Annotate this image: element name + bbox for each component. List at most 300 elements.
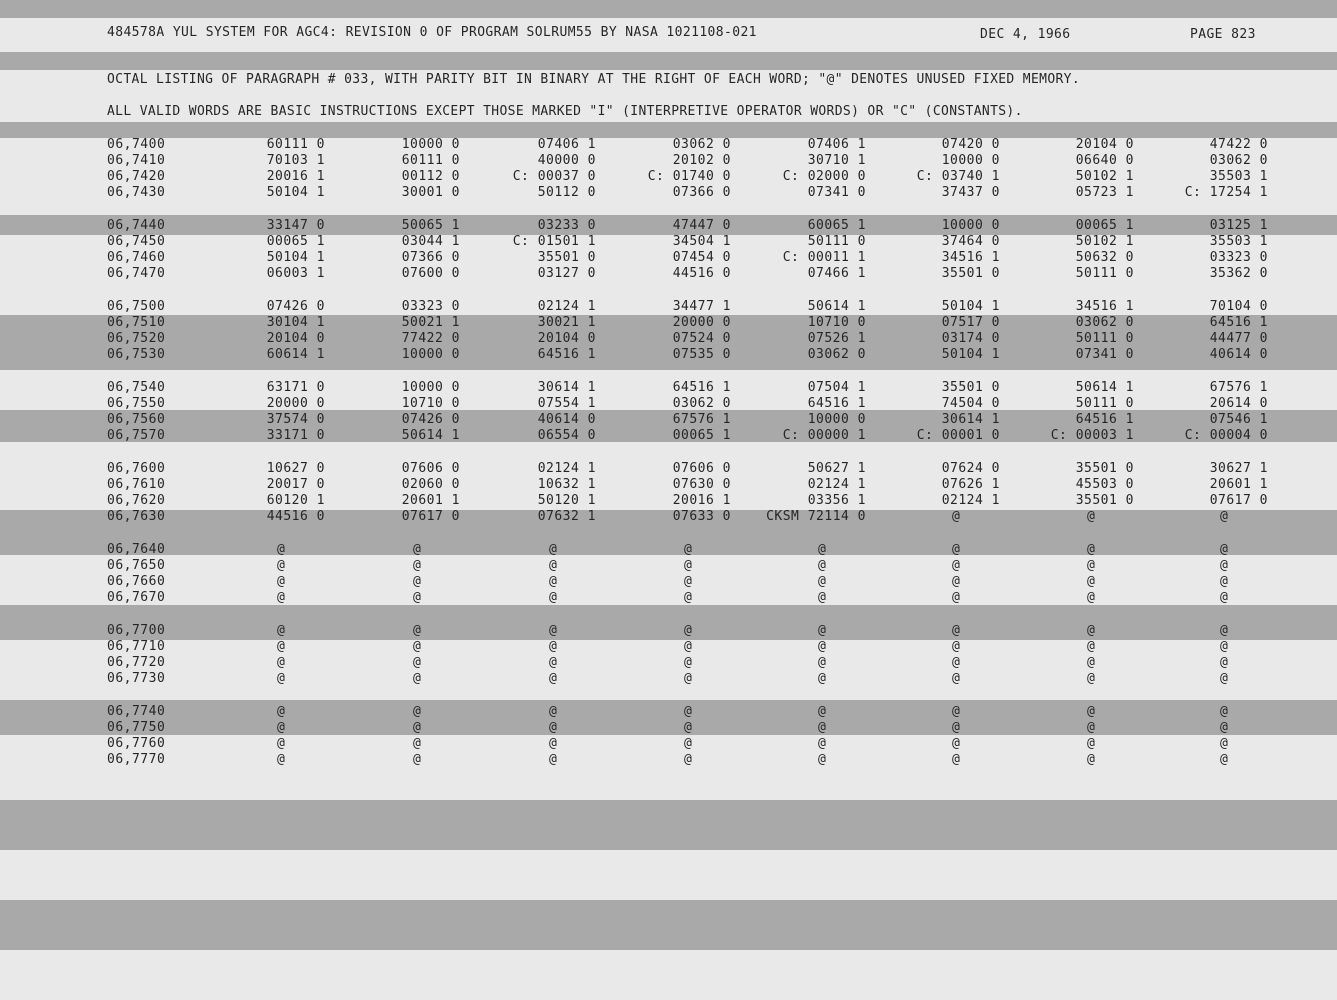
paper-band xyxy=(0,52,1337,70)
octal-word: 35503 1 xyxy=(1209,234,1268,249)
octal-word: 07626 1 xyxy=(941,477,1000,492)
unused-memory-marker: @ xyxy=(277,574,286,589)
unused-memory-marker: @ xyxy=(1087,509,1096,524)
octal-word: C: 00003 1 xyxy=(1050,428,1134,443)
octal-word: 70103 1 xyxy=(266,153,325,168)
unused-memory-marker: @ xyxy=(549,752,558,767)
unused-memory-marker: @ xyxy=(952,736,961,751)
paper-band xyxy=(0,605,1337,640)
unused-memory-marker: @ xyxy=(818,720,827,735)
unused-memory-marker: @ xyxy=(413,671,422,686)
unused-memory-marker: @ xyxy=(684,736,693,751)
octal-word: 34504 1 xyxy=(672,234,731,249)
row-address: 06,7500 xyxy=(107,299,166,314)
unused-memory-marker: @ xyxy=(1087,752,1096,767)
octal-word: 20614 0 xyxy=(1209,396,1268,411)
octal-word: 20102 0 xyxy=(672,153,731,168)
octal-word: 07341 0 xyxy=(807,185,866,200)
header-date: DEC 4, 1966 xyxy=(980,27,1071,42)
row-address: 06,7660 xyxy=(107,574,166,589)
octal-word: 07606 0 xyxy=(672,461,731,476)
octal-word: 67576 1 xyxy=(672,412,731,427)
octal-word: 06003 1 xyxy=(266,266,325,281)
unused-memory-marker: @ xyxy=(549,736,558,751)
unused-memory-marker: @ xyxy=(818,752,827,767)
octal-word: 40614 0 xyxy=(537,412,596,427)
unused-memory-marker: @ xyxy=(1220,736,1229,751)
row-address: 06,7710 xyxy=(107,639,166,654)
octal-word: 45503 0 xyxy=(1075,477,1134,492)
unused-memory-marker: @ xyxy=(1087,623,1096,638)
octal-word: 07524 0 xyxy=(672,331,731,346)
octal-word: 47422 0 xyxy=(1209,137,1268,152)
octal-word: 33171 0 xyxy=(266,428,325,443)
octal-word: 00065 1 xyxy=(1075,218,1134,233)
unused-memory-marker: @ xyxy=(684,574,693,589)
octal-word: 20017 0 xyxy=(266,477,325,492)
listing-description-line1: OCTAL LISTING OF PARAGRAPH # 033, WITH PARITY BIT IN BINARY AT THE RIGHT OF EACH WORD; "@" DENOTES UNUSED FIXED MEMORY. xyxy=(107,72,1081,87)
octal-word: 07632 1 xyxy=(537,509,596,524)
unused-memory-marker: @ xyxy=(549,623,558,638)
unused-memory-marker: @ xyxy=(684,704,693,719)
octal-word: 07366 0 xyxy=(401,250,460,265)
octal-word: 50102 1 xyxy=(1075,169,1134,184)
octal-word: 50102 1 xyxy=(1075,234,1134,249)
row-address: 06,7510 xyxy=(107,315,166,330)
octal-word: 64516 1 xyxy=(672,380,731,395)
unused-memory-marker: @ xyxy=(413,720,422,735)
row-address: 06,7770 xyxy=(107,752,166,767)
octal-word: C: 03740 1 xyxy=(916,169,1000,184)
paper-band xyxy=(0,900,1337,950)
octal-word: 02124 1 xyxy=(807,477,866,492)
octal-word: C: 17254 1 xyxy=(1184,185,1268,200)
row-address: 06,7440 xyxy=(107,218,166,233)
octal-word: 06640 0 xyxy=(1075,153,1134,168)
octal-word: 07426 0 xyxy=(401,412,460,427)
octal-word: 67576 1 xyxy=(1209,380,1268,395)
unused-memory-marker: @ xyxy=(952,655,961,670)
octal-word: 63171 0 xyxy=(266,380,325,395)
octal-word: 20016 1 xyxy=(266,169,325,184)
row-address: 06,7560 xyxy=(107,412,166,427)
octal-word: 20104 0 xyxy=(537,331,596,346)
octal-word: 50120 1 xyxy=(537,493,596,508)
octal-word: 50104 1 xyxy=(941,299,1000,314)
octal-word: 07406 1 xyxy=(537,137,596,152)
unused-memory-marker: @ xyxy=(549,655,558,670)
unused-memory-marker: @ xyxy=(413,752,422,767)
unused-memory-marker: @ xyxy=(549,558,558,573)
unused-memory-marker: @ xyxy=(413,704,422,719)
octal-word: 10000 0 xyxy=(807,412,866,427)
unused-memory-marker: @ xyxy=(549,590,558,605)
unused-memory-marker: @ xyxy=(549,574,558,589)
octal-word: 03356 1 xyxy=(807,493,866,508)
octal-word: 60065 1 xyxy=(807,218,866,233)
octal-word: 02124 1 xyxy=(941,493,1000,508)
unused-memory-marker: @ xyxy=(413,558,422,573)
octal-word: 03233 0 xyxy=(537,218,596,233)
row-address: 06,7520 xyxy=(107,331,166,346)
unused-memory-marker: @ xyxy=(1220,590,1229,605)
octal-word: 07617 0 xyxy=(1209,493,1268,508)
paper-band xyxy=(0,0,1337,18)
octal-word: CKSM 72114 0 xyxy=(766,509,866,524)
unused-memory-marker: @ xyxy=(684,558,693,573)
octal-word: 50632 0 xyxy=(1075,250,1134,265)
unused-memory-marker: @ xyxy=(413,574,422,589)
octal-word: 35501 0 xyxy=(941,380,1000,395)
row-address: 06,7420 xyxy=(107,169,166,184)
row-address: 06,7610 xyxy=(107,477,166,492)
unused-memory-marker: @ xyxy=(277,704,286,719)
unused-memory-marker: @ xyxy=(818,542,827,557)
row-address: 06,7430 xyxy=(107,185,166,200)
octal-word: 40614 0 xyxy=(1209,347,1268,362)
octal-word: 00112 0 xyxy=(401,169,460,184)
octal-word: 05723 1 xyxy=(1075,185,1134,200)
octal-word: 34516 1 xyxy=(1075,299,1134,314)
octal-word: 07554 1 xyxy=(537,396,596,411)
octal-word: 07406 1 xyxy=(807,137,866,152)
octal-word: 03062 0 xyxy=(1075,315,1134,330)
row-address: 06,7460 xyxy=(107,250,166,265)
octal-word: 37574 0 xyxy=(266,412,325,427)
unused-memory-marker: @ xyxy=(277,720,286,735)
unused-memory-marker: @ xyxy=(952,752,961,767)
octal-word: C: 00004 0 xyxy=(1184,428,1268,443)
unused-memory-marker: @ xyxy=(549,671,558,686)
unused-memory-marker: @ xyxy=(684,655,693,670)
octal-word: 70104 0 xyxy=(1209,299,1268,314)
octal-word: 34477 1 xyxy=(672,299,731,314)
octal-word: 07341 0 xyxy=(1075,347,1134,362)
row-address: 06,7630 xyxy=(107,509,166,524)
octal-word: 60120 1 xyxy=(266,493,325,508)
octal-word: 40000 0 xyxy=(537,153,596,168)
row-address: 06,7650 xyxy=(107,558,166,573)
octal-word: 50104 1 xyxy=(266,185,325,200)
unused-memory-marker: @ xyxy=(549,704,558,719)
octal-word: 60614 1 xyxy=(266,347,325,362)
octal-word: 50111 0 xyxy=(1075,266,1134,281)
row-address: 06,7700 xyxy=(107,623,166,638)
row-address: 06,7570 xyxy=(107,428,166,443)
octal-word: 47447 0 xyxy=(672,218,731,233)
octal-word: 35362 0 xyxy=(1209,266,1268,281)
unused-memory-marker: @ xyxy=(684,623,693,638)
unused-memory-marker: @ xyxy=(1087,558,1096,573)
octal-word: 34516 1 xyxy=(941,250,1000,265)
octal-word: 10000 0 xyxy=(401,347,460,362)
octal-word: 03062 0 xyxy=(672,137,731,152)
row-address: 06,7730 xyxy=(107,671,166,686)
octal-word: 30614 1 xyxy=(537,380,596,395)
octal-word: 30001 0 xyxy=(401,185,460,200)
unused-memory-marker: @ xyxy=(818,704,827,719)
unused-memory-marker: @ xyxy=(684,542,693,557)
octal-word: 07454 0 xyxy=(672,250,731,265)
unused-memory-marker: @ xyxy=(684,671,693,686)
octal-word: 60111 0 xyxy=(266,137,325,152)
octal-word: 10627 0 xyxy=(266,461,325,476)
unused-memory-marker: @ xyxy=(413,542,422,557)
octal-word: 10632 1 xyxy=(537,477,596,492)
unused-memory-marker: @ xyxy=(952,542,961,557)
unused-memory-marker: @ xyxy=(1087,736,1096,751)
unused-memory-marker: @ xyxy=(818,574,827,589)
unused-memory-marker: @ xyxy=(1220,542,1229,557)
octal-word: C: 02000 0 xyxy=(782,169,866,184)
octal-word: 07633 0 xyxy=(672,509,731,524)
unused-memory-marker: @ xyxy=(818,590,827,605)
unused-memory-marker: @ xyxy=(1087,590,1096,605)
octal-word: 02060 0 xyxy=(401,477,460,492)
unused-memory-marker: @ xyxy=(952,574,961,589)
octal-word: 07535 0 xyxy=(672,347,731,362)
octal-word: 03062 0 xyxy=(1209,153,1268,168)
octal-word: C: 00037 0 xyxy=(512,169,596,184)
octal-word: 64516 1 xyxy=(537,347,596,362)
row-address: 06,7550 xyxy=(107,396,166,411)
row-address: 06,7640 xyxy=(107,542,166,557)
unused-memory-marker: @ xyxy=(1087,639,1096,654)
octal-word: 30104 1 xyxy=(266,315,325,330)
octal-word: 64516 1 xyxy=(1075,412,1134,427)
octal-word: 50111 0 xyxy=(1075,331,1134,346)
unused-memory-marker: @ xyxy=(1220,623,1229,638)
unused-memory-marker: @ xyxy=(277,752,286,767)
octal-word: 50104 1 xyxy=(941,347,1000,362)
row-address: 06,7400 xyxy=(107,137,166,152)
octal-word: 07426 0 xyxy=(266,299,325,314)
unused-memory-marker: @ xyxy=(1220,671,1229,686)
unused-memory-marker: @ xyxy=(1220,752,1229,767)
octal-word: 07504 1 xyxy=(807,380,866,395)
row-address: 06,7540 xyxy=(107,380,166,395)
unused-memory-marker: @ xyxy=(1220,509,1229,524)
octal-word: 33147 0 xyxy=(266,218,325,233)
octal-word: 07546 1 xyxy=(1209,412,1268,427)
unused-memory-marker: @ xyxy=(952,558,961,573)
octal-word: 20104 0 xyxy=(1075,137,1134,152)
unused-memory-marker: @ xyxy=(277,736,286,751)
octal-word: 44516 0 xyxy=(266,509,325,524)
unused-memory-marker: @ xyxy=(952,704,961,719)
octal-word: 50614 1 xyxy=(401,428,460,443)
unused-memory-marker: @ xyxy=(1220,720,1229,735)
octal-word: 03044 1 xyxy=(401,234,460,249)
octal-word: 03062 0 xyxy=(807,347,866,362)
octal-word: 44477 0 xyxy=(1209,331,1268,346)
octal-word: 50111 0 xyxy=(807,234,866,249)
octal-word: 03127 0 xyxy=(537,266,596,281)
octal-word: 07420 0 xyxy=(941,137,1000,152)
octal-word: 03323 0 xyxy=(1209,250,1268,265)
listing-description-line2: ALL VALID WORDS ARE BASIC INSTRUCTIONS EXCEPT THOSE MARKED "I" (INTERPRETIVE OPERATOR WORDS) OR "C" (CONSTANTS). xyxy=(107,104,1023,119)
unused-memory-marker: @ xyxy=(413,655,422,670)
octal-word: 20601 1 xyxy=(401,493,460,508)
unused-memory-marker: @ xyxy=(684,590,693,605)
unused-memory-marker: @ xyxy=(277,542,286,557)
unused-memory-marker: @ xyxy=(413,639,422,654)
octal-word: 50065 1 xyxy=(401,218,460,233)
unused-memory-marker: @ xyxy=(413,590,422,605)
octal-word: 50021 1 xyxy=(401,315,460,330)
octal-word: 30614 1 xyxy=(941,412,1000,427)
unused-memory-marker: @ xyxy=(684,720,693,735)
octal-word: 07617 0 xyxy=(401,509,460,524)
row-address: 06,7740 xyxy=(107,704,166,719)
octal-word: 03125 1 xyxy=(1209,218,1268,233)
unused-memory-marker: @ xyxy=(277,671,286,686)
system-header: 484578A YUL SYSTEM FOR AGC4: REVISION 0 OF PROGRAM SOLRUM55 BY NASA 1021108-021 xyxy=(107,25,757,40)
octal-word: 50104 1 xyxy=(266,250,325,265)
page-number: PAGE 823 xyxy=(1190,27,1256,42)
octal-word: 60111 0 xyxy=(401,153,460,168)
unused-memory-marker: @ xyxy=(549,542,558,557)
row-address: 06,7620 xyxy=(107,493,166,508)
unused-memory-marker: @ xyxy=(1087,720,1096,735)
unused-memory-marker: @ xyxy=(1087,655,1096,670)
unused-memory-marker: @ xyxy=(1087,574,1096,589)
unused-memory-marker: @ xyxy=(1220,558,1229,573)
unused-memory-marker: @ xyxy=(818,655,827,670)
unused-memory-marker: @ xyxy=(413,736,422,751)
octal-word: 10000 0 xyxy=(401,137,460,152)
unused-memory-marker: @ xyxy=(1087,671,1096,686)
octal-word: 64516 1 xyxy=(807,396,866,411)
unused-memory-marker: @ xyxy=(277,623,286,638)
row-address: 06,7450 xyxy=(107,234,166,249)
octal-word: 07606 0 xyxy=(401,461,460,476)
unused-memory-marker: @ xyxy=(277,639,286,654)
octal-word: 03323 0 xyxy=(401,299,460,314)
octal-word: 03174 0 xyxy=(941,331,1000,346)
unused-memory-marker: @ xyxy=(952,509,961,524)
row-address: 06,7720 xyxy=(107,655,166,670)
octal-word: 64516 1 xyxy=(1209,315,1268,330)
octal-word: 37464 0 xyxy=(941,234,1000,249)
unused-memory-marker: @ xyxy=(818,671,827,686)
row-address: 06,7600 xyxy=(107,461,166,476)
row-address: 06,7760 xyxy=(107,736,166,751)
unused-memory-marker: @ xyxy=(952,720,961,735)
octal-word: 20000 0 xyxy=(266,396,325,411)
octal-word: 00065 1 xyxy=(266,234,325,249)
octal-word: 10710 0 xyxy=(401,396,460,411)
octal-word: 35501 0 xyxy=(1075,461,1134,476)
octal-word: 50112 0 xyxy=(537,185,596,200)
octal-word: 02124 1 xyxy=(537,299,596,314)
paper-band xyxy=(0,700,1337,735)
octal-word: 10000 0 xyxy=(401,380,460,395)
row-address: 06,7750 xyxy=(107,720,166,735)
unused-memory-marker: @ xyxy=(684,639,693,654)
row-address: 06,7470 xyxy=(107,266,166,281)
paper-band xyxy=(0,800,1337,850)
unused-memory-marker: @ xyxy=(952,623,961,638)
octal-word: 35501 0 xyxy=(941,266,1000,281)
octal-word: 37437 0 xyxy=(941,185,1000,200)
octal-word: 77422 0 xyxy=(401,331,460,346)
octal-word: 50111 0 xyxy=(1075,396,1134,411)
octal-word: 06554 0 xyxy=(537,428,596,443)
unused-memory-marker: @ xyxy=(952,590,961,605)
octal-word: 35503 1 xyxy=(1209,169,1268,184)
paper-band xyxy=(0,122,1337,138)
octal-word: 07366 0 xyxy=(672,185,731,200)
octal-word: 10000 0 xyxy=(941,218,1000,233)
unused-memory-marker: @ xyxy=(952,639,961,654)
octal-word: 50627 1 xyxy=(807,461,866,476)
octal-word: 07630 0 xyxy=(672,477,731,492)
unused-memory-marker: @ xyxy=(818,639,827,654)
octal-word: 07624 0 xyxy=(941,461,1000,476)
octal-word: 30627 1 xyxy=(1209,461,1268,476)
unused-memory-marker: @ xyxy=(1220,639,1229,654)
row-address: 06,7670 xyxy=(107,590,166,605)
octal-word: C: 00001 0 xyxy=(916,428,1000,443)
octal-word: 20104 0 xyxy=(266,331,325,346)
octal-word: 07600 0 xyxy=(401,266,460,281)
octal-word: 30710 1 xyxy=(807,153,866,168)
octal-word: C: 00011 1 xyxy=(782,250,866,265)
row-address: 06,7410 xyxy=(107,153,166,168)
octal-word: 07526 1 xyxy=(807,331,866,346)
unused-memory-marker: @ xyxy=(277,558,286,573)
octal-word: 10000 0 xyxy=(941,153,1000,168)
octal-word: C: 00000 1 xyxy=(782,428,866,443)
unused-memory-marker: @ xyxy=(684,752,693,767)
unused-memory-marker: @ xyxy=(1220,704,1229,719)
octal-word: 35501 0 xyxy=(537,250,596,265)
unused-memory-marker: @ xyxy=(277,655,286,670)
octal-word: 50614 1 xyxy=(1075,380,1134,395)
unused-memory-marker: @ xyxy=(818,558,827,573)
unused-memory-marker: @ xyxy=(1087,542,1096,557)
unused-memory-marker: @ xyxy=(277,590,286,605)
octal-word: 00065 1 xyxy=(672,428,731,443)
octal-word: 20601 1 xyxy=(1209,477,1268,492)
octal-word: 07466 1 xyxy=(807,266,866,281)
unused-memory-marker: @ xyxy=(549,720,558,735)
row-address: 06,7530 xyxy=(107,347,166,362)
octal-word: 44516 0 xyxy=(672,266,731,281)
unused-memory-marker: @ xyxy=(1087,704,1096,719)
octal-word: 20000 0 xyxy=(672,315,731,330)
unused-memory-marker: @ xyxy=(818,736,827,751)
unused-memory-marker: @ xyxy=(1220,574,1229,589)
octal-word: 03062 0 xyxy=(672,396,731,411)
octal-word: 50614 1 xyxy=(807,299,866,314)
unused-memory-marker: @ xyxy=(413,623,422,638)
octal-word: C: 01740 0 xyxy=(647,169,731,184)
unused-memory-marker: @ xyxy=(549,639,558,654)
unused-memory-marker: @ xyxy=(818,623,827,638)
unused-memory-marker: @ xyxy=(952,671,961,686)
octal-word: 07517 0 xyxy=(941,315,1000,330)
octal-word: 02124 1 xyxy=(537,461,596,476)
octal-word: 30021 1 xyxy=(537,315,596,330)
octal-word: 74504 0 xyxy=(941,396,1000,411)
unused-memory-marker: @ xyxy=(1220,655,1229,670)
octal-word: 10710 0 xyxy=(807,315,866,330)
octal-word: 20016 1 xyxy=(672,493,731,508)
octal-word: C: 01501 1 xyxy=(512,234,596,249)
octal-word: 35501 0 xyxy=(1075,493,1134,508)
